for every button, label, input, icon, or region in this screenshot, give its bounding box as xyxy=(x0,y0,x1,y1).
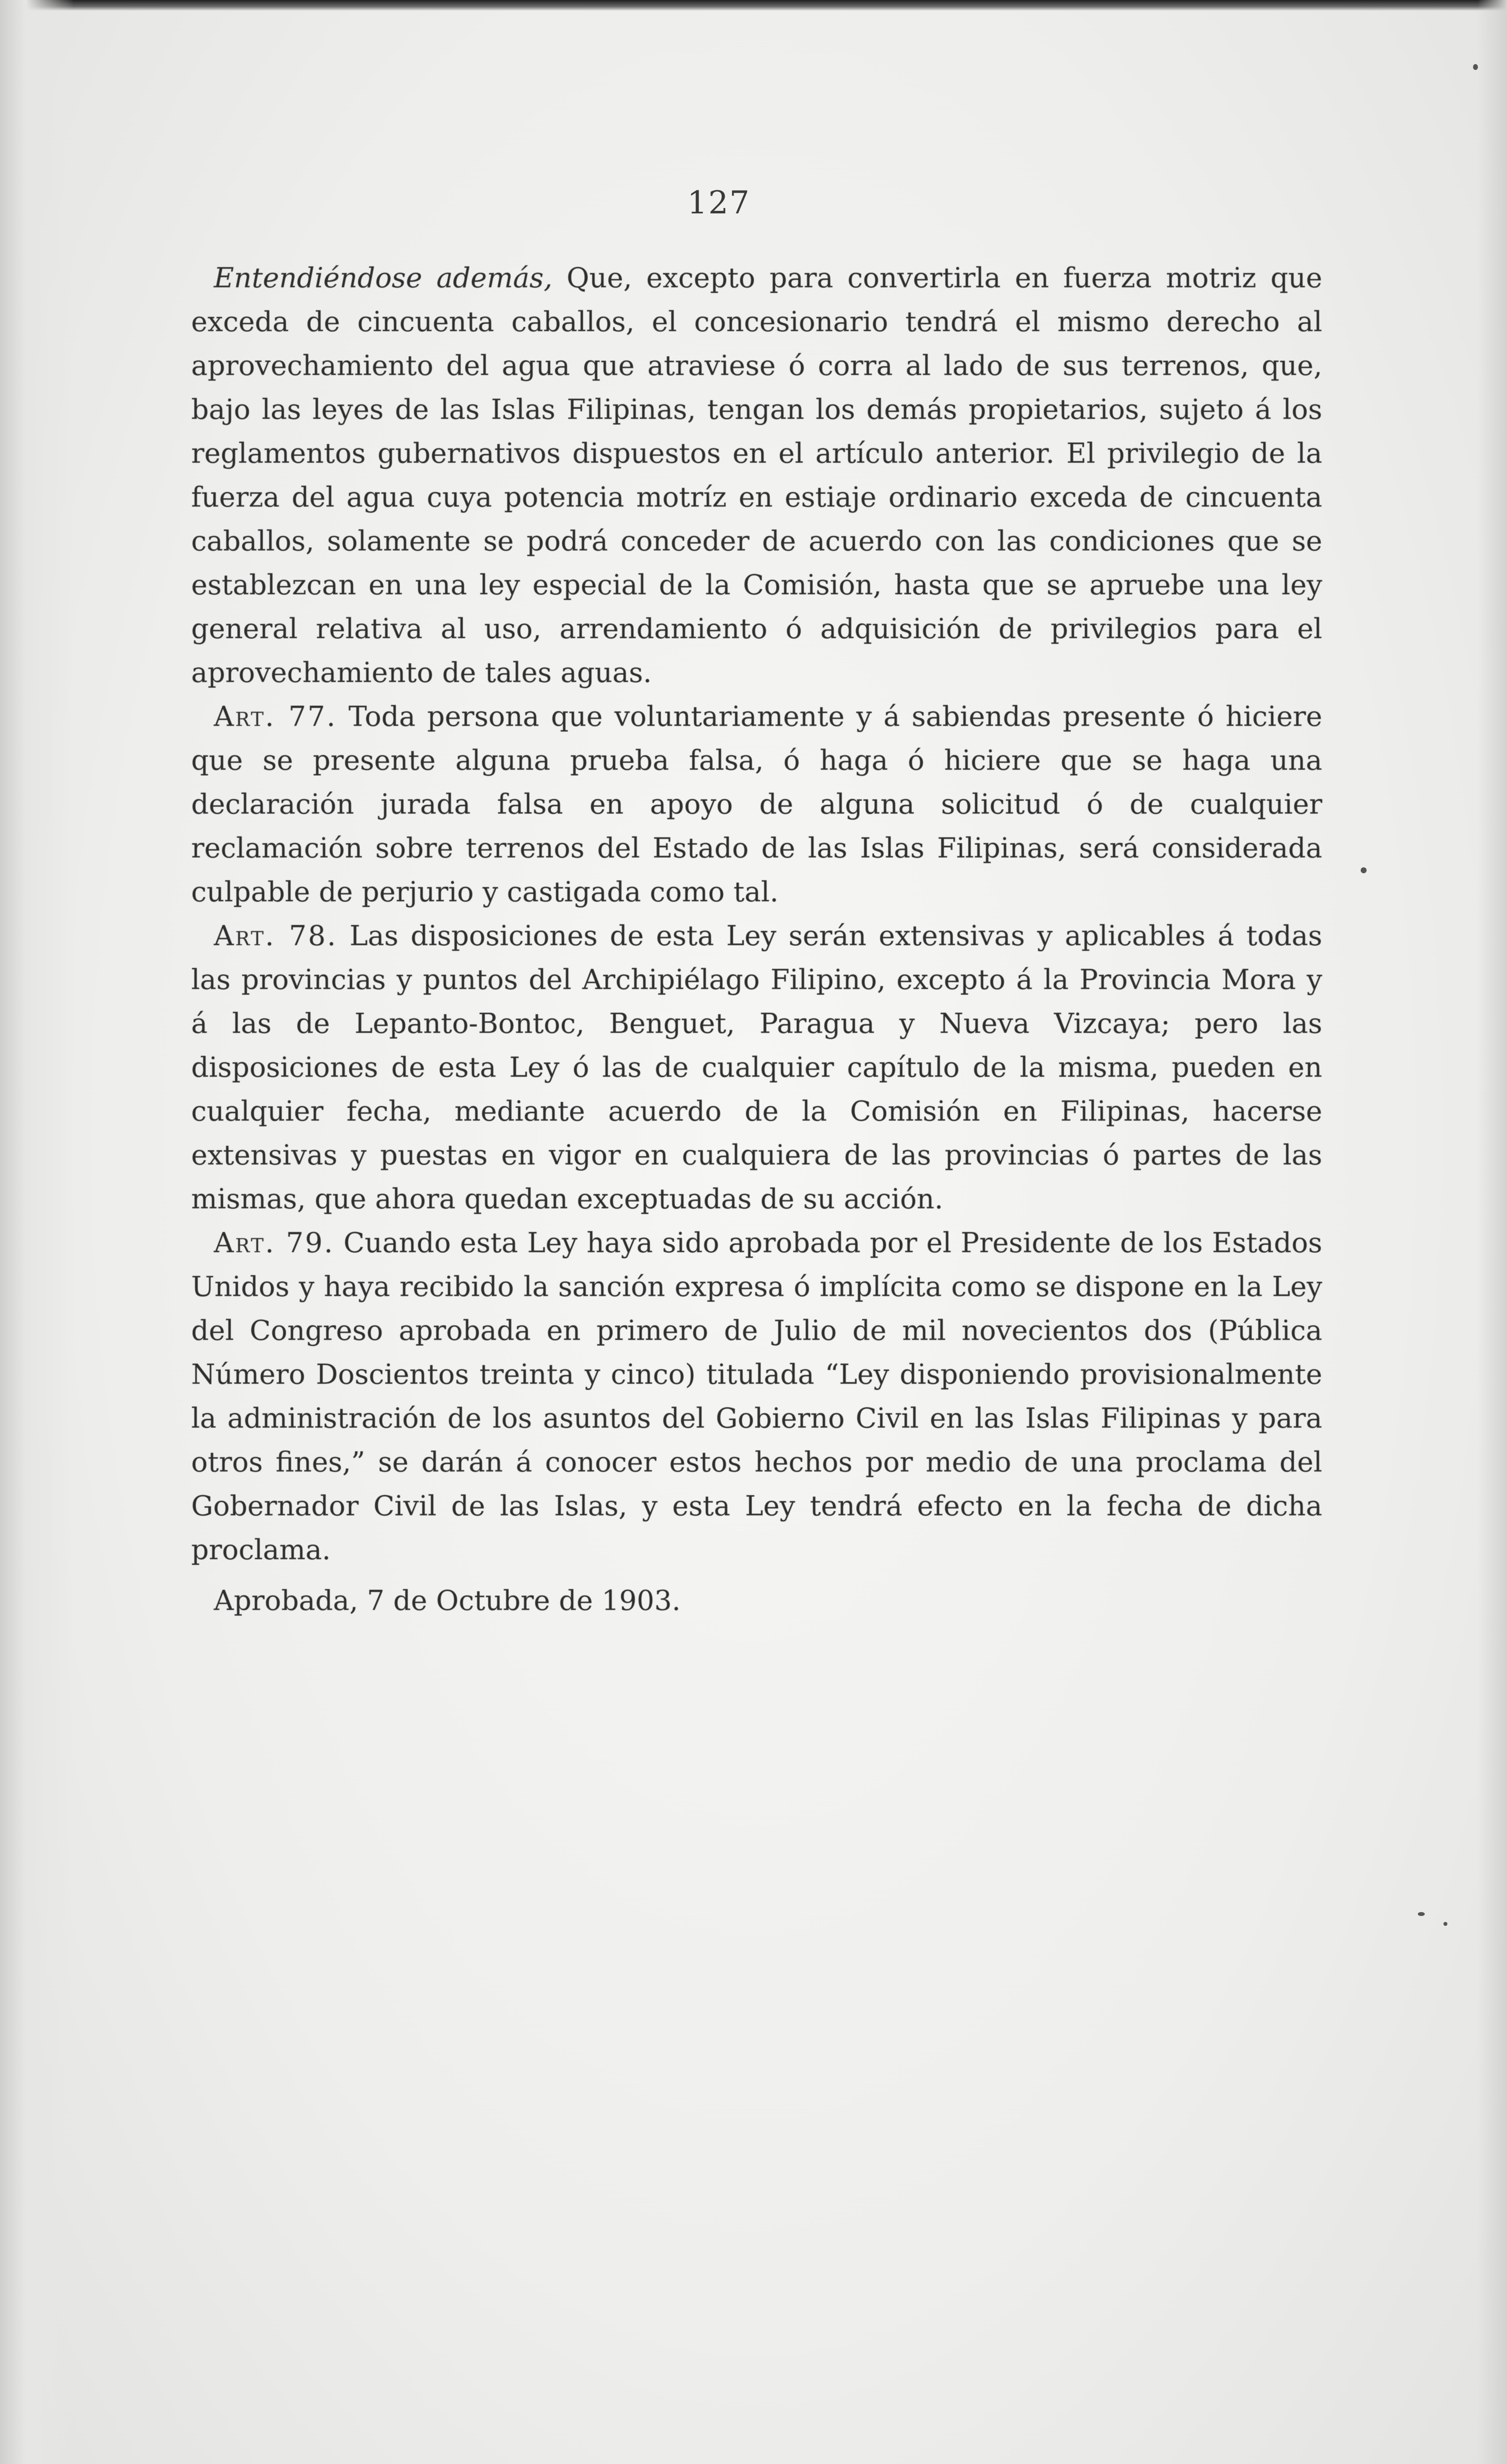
scan-speck xyxy=(1473,64,1478,70)
article-number: Art. 78. xyxy=(214,920,337,952)
page-number: 127 xyxy=(687,185,751,221)
approval-date: Aprobada, 7 de Octubre de 1903. xyxy=(214,1585,681,1617)
article-text: Cuando esta Ley haya sido aprobada por el Presidente de los Estados Unidos y haya recibido la sanción expresa ó implícita como se dispone en la Ley del Congreso aprobada en primero de Julio de mil novecientos dos (Pública Número Doscientos treinta y cinco) titulada “Ley disponiendo provisionalmente la administración de los asuntos del Gobierno Civil en las Islas Filipinas y para otros fines,” se darán á conocer estos hechos por medio de una proclama del Gobernador Civil de las Islas, y esta Ley tendrá efecto en la fecha de dicha proclama. xyxy=(191,1227,1322,1566)
paragraph-text: Que, excepto para convertirla en fuerza motriz que exceda de cincuenta caballos, el concesionario tendrá el mismo derecho al aprovechamiento del agua que atraviese ó corra al lado de sus terrenos, que, bajo las leyes de las Islas Filipinas, tengan los demás propietarios, sujeto á los reglamentos gubernativos dispuestos en el artículo anterior. El privilegio de la fuerza del agua cuya potencia motríz en estiaje ordinario exceda de cincuenta caballos, solamente se podrá conceder de acuerdo con las condiciones que se establezcan en una ley especial de la Comisión, hasta que se apruebe una ley general relativa al uso, arrendamiento ó adquisición de privilegios para el aprovechamiento de tales aguas. xyxy=(191,262,1323,689)
scan-left-edge xyxy=(0,0,74,2464)
scan-speck xyxy=(1443,1922,1447,1926)
article-number: Art. 79. xyxy=(214,1227,335,1259)
article-text: Las disposiciones de esta Ley serán extensivas y aplicables á todas las provincias y puntos del Archipiélago Filipino, excepto á la Provincia Mora y á las de Lepanto-Bontoc, Benguet, Paragua y Nueva Vizcaya; pero las disposiciones de esta Ley ó las de cualquier capítulo de la misma, pueden en cualquier fecha, mediante acuerdo de la Comisión en Filipinas, hacerse extensivas y puestas en vigor en cualquiera de las provincias ó partes de las mismas, que ahora quedan exceptuadas de su acción. xyxy=(191,920,1322,1215)
scan-speck xyxy=(1418,1912,1425,1916)
paragraph-lead: Entendiéndose además, xyxy=(214,262,553,294)
article-text: Toda persona que voluntariamente y á sabiendas presente ó hiciere que se presente alguna prueba falsa, ó haga ó hiciere que se haga una declaración jurada falsa en apoyo de alguna solicitud ó de cualquier reclamación sobre terrenos del Estado de las Islas Filipinas, será considerada culpable de perjurio y castigada como tal. xyxy=(191,701,1322,908)
article-number: Art. 77. xyxy=(214,701,337,733)
page-body xyxy=(191,256,1322,1623)
scan-speck xyxy=(1361,867,1367,873)
scan-right-edge xyxy=(1477,0,1507,2464)
article-79 xyxy=(191,1221,1322,1572)
scan-top-edge xyxy=(0,0,1507,11)
article-78 xyxy=(191,914,1322,1221)
article-77 xyxy=(191,695,1322,914)
paragraph xyxy=(191,256,1322,695)
